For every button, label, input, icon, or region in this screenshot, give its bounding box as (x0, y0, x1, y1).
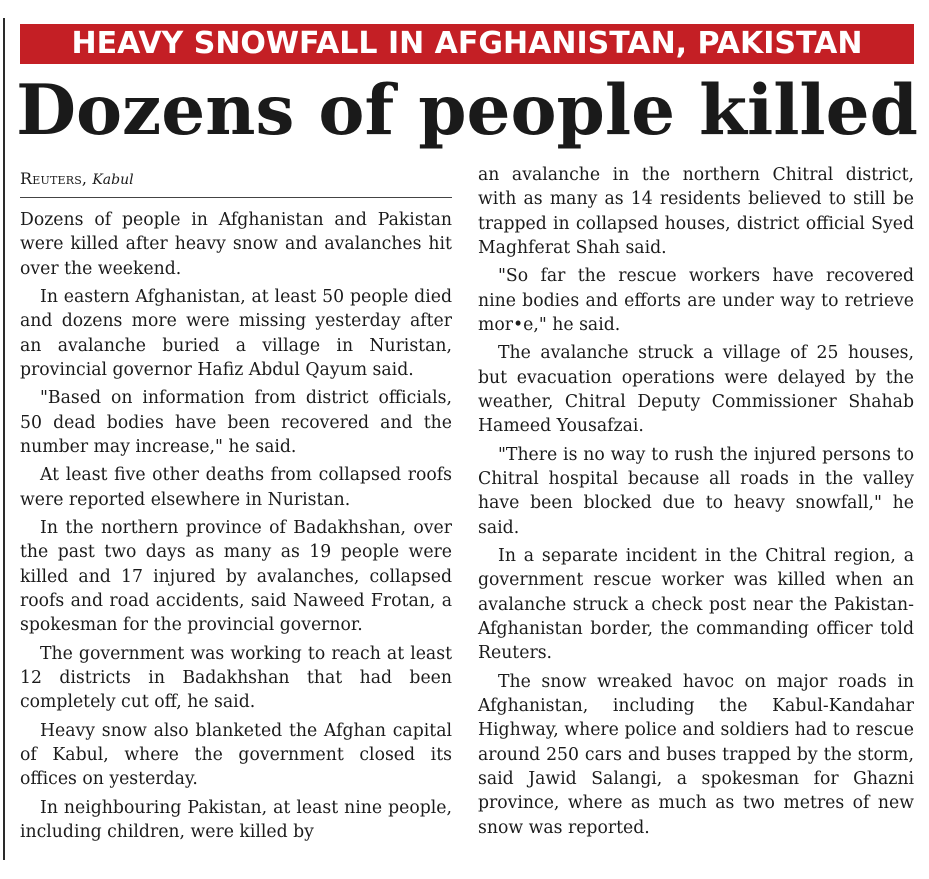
article-paragraph: an avalanche in the northern Chitral district, with as many as 14 residents believed to still be trapped in collapsed houses, district official Syed Maghferat Shah said. (478, 165, 914, 258)
article-paragraph: The snow wreaked havoc on major roads in Afghanistan, including the Kabul-Kandahar Highway, where police and soldiers had to rescue around 250 cars and buses trapped by the storm, said Jawid Salangi, a spokesman for Ghazni province, where as much as two metres of new snow was reported. (478, 671, 914, 838)
article-paragraph: Heavy snow also blanketed the Afghan capital of Kabul, where the government closed its offices on yesterday. (20, 720, 452, 790)
article-paragraph: Dozens of people in Afghanistan and Pakistan were killed after heavy snow and avalanches hit over the weekend. (20, 210, 452, 279)
article-paragraph: In a separate incident in the Chitral region, a government rescue worker was killed when an avalanche struck a check post near the Pakistan-Afghanistan border, the commanding officer told Reuters. (478, 545, 914, 664)
byline-agency: Reuters, (20, 169, 88, 188)
article-paragraph: "There is no way to rush the injured persons to Chitral hospital because all roads in the valley have been blocked due to heavy snowfall," he said. (478, 444, 914, 538)
article-paragraph: The government was working to reach at least 12 districts in Badakhshan that had been completely cut off, he said. (20, 643, 452, 713)
article-paragraph: In the northern province of Badakhshan, over the past two days as many as 19 people were killed and 17 injured by avalanches, collapsed roofs and road accidents, said Naweed Frotan, a spokesman for the provincial governor. (20, 517, 452, 636)
byline-divider (20, 197, 452, 198)
article-paragraph: In eastern Afghanistan, at least 50 people died and dozens more were missing yesterday after an avalanche buried a village in Nuristan, provincial governor Hafiz Abdul Qayum said. (20, 286, 452, 380)
left-border-rule (3, 18, 5, 860)
article-paragraph: In neighbouring Pakistan, at least nine people, including children, were killed by (20, 797, 452, 842)
article-paragraph: "So far the rescue workers have recovered nine bodies and efforts are under way to retrieve mor•e," he said. (478, 266, 914, 335)
headline: Dozens of people killed (16, 70, 918, 151)
article-paragraph: "Based on information from district officials, 50 dead bodies have been recovered and the number may increase," he said. (20, 388, 452, 457)
byline (20, 168, 450, 191)
article-column-right (478, 163, 914, 844)
byline-city: Kabul (92, 172, 134, 188)
article-column-left (20, 208, 452, 848)
article-paragraph: At least five other deaths from collapsed roofs were reported elsewhere in Nuristan. (20, 465, 452, 510)
kicker-banner: HEAVY SNOWFALL IN AFGHANISTAN, PAKISTAN (20, 24, 914, 64)
article-paragraph: The avalanche struck a village of 25 houses, but evacuation operations were delayed by the weather, Chitral Deputy Commissioner Shahab Hameed Yousafzai. (478, 343, 914, 437)
